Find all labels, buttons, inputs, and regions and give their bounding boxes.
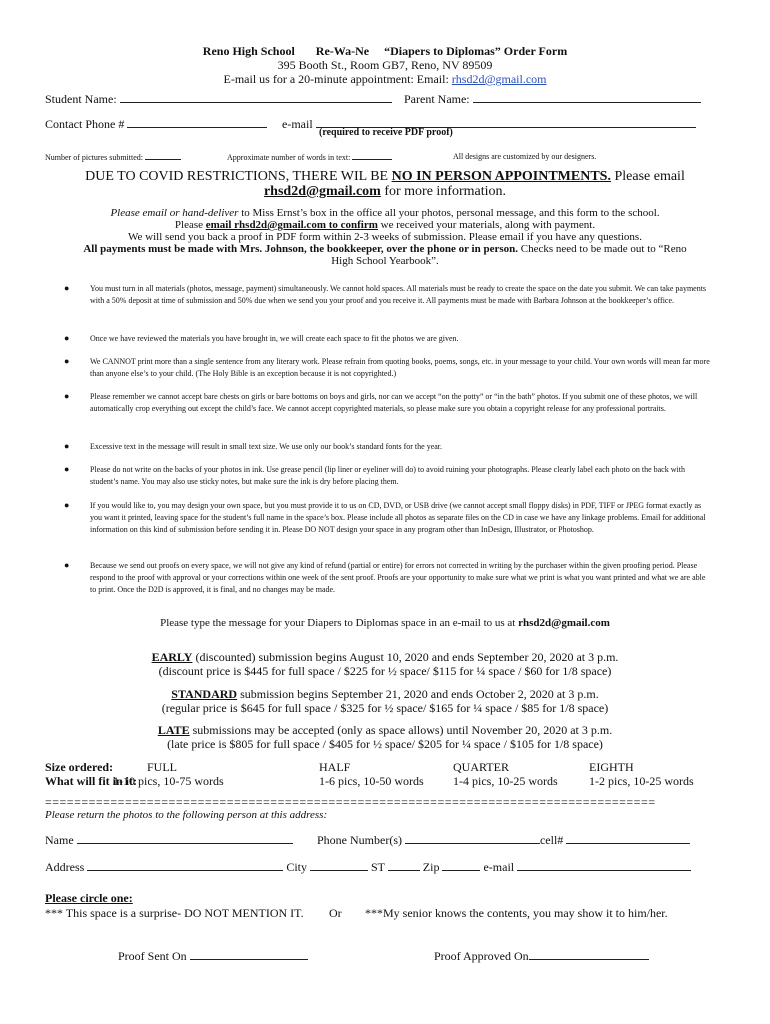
circle-heading: Please circle one:	[45, 891, 133, 905]
contact-phone-row	[45, 117, 267, 132]
designs-note: All designs are customized by our designers.	[453, 152, 597, 161]
return-st-field[interactable]	[388, 860, 420, 871]
message-email[interactable]: rhsd2d@gmail.com	[518, 617, 610, 629]
checks-note: Checks need to be made out to “Reno	[518, 243, 687, 255]
bullet-dot: ●	[64, 356, 70, 366]
fit-label: What will fit in it:	[45, 774, 137, 788]
return-address-field[interactable]	[87, 860, 283, 871]
contact-phone-label: Contact Phone #	[45, 117, 125, 131]
contact-email-label: e-mail	[282, 117, 313, 131]
size-eighth[interactable]: EIGHTH	[589, 760, 634, 774]
pictures-label: Number of pictures submitted:	[45, 153, 143, 162]
return-address-label: Address	[45, 860, 85, 874]
size-label: Size ordered:	[45, 760, 114, 774]
return-zip-label: Zip	[422, 860, 440, 874]
return-heading: Please return the photos to the following person at this address:	[45, 809, 328, 821]
parent-name-field[interactable]	[473, 92, 701, 103]
covid-text: DUE TO COVID RESTRICTIONS, THERE WIL BE	[85, 169, 392, 184]
standard-prices: (regular price is $645 for full space / $325 for ½ space/ $165 for ¼ space / $85 for 1/8 space)	[161, 701, 609, 715]
late-label: LATE	[157, 723, 190, 737]
proof-sent-label: Proof Sent On	[118, 949, 187, 963]
divider: ====================================================================================	[45, 795, 656, 809]
late-dates: submissions may be accepted (only as space allows) until November 20, 2020 at 3 p.m.	[189, 723, 613, 737]
parent-name-label: Parent Name:	[404, 92, 470, 106]
student-name-row	[45, 92, 392, 107]
return-email-label: e-mail	[483, 860, 515, 874]
bullet-dot: ●	[64, 333, 70, 343]
or-text: Or	[329, 906, 342, 920]
size-half[interactable]: HALF	[319, 760, 351, 774]
parent-name-row	[404, 92, 701, 107]
appointment-text: E-mail us for a 20-minute appointment: Email:	[223, 72, 452, 86]
late-prices: (late price is $805 for full space / $405 for ½ space/ $205 for ¼ space / $105 for 1/8 space)	[167, 737, 603, 751]
covid-info-text: for more information.	[380, 184, 507, 199]
message-instruction	[0, 617, 770, 629]
covid-emphasis: NO IN PERSON APPOINTMENTS.	[391, 169, 611, 184]
bullet-dot: ●	[64, 441, 70, 451]
proof-sent-row	[118, 949, 308, 964]
size-full[interactable]: FULL	[147, 760, 177, 774]
payment-note: All payments must be made with Mrs. Johnson, the bookkeeper, over the phone or in person.	[83, 243, 518, 255]
words-field[interactable]	[352, 152, 392, 160]
bullet-dot: ●	[64, 500, 70, 510]
bullet-dot: ●	[64, 283, 70, 293]
surprise-option[interactable]: *** This space is a surprise- DO NOT MENTION IT.	[45, 906, 304, 920]
standard-line-1	[0, 687, 770, 702]
return-phone-row	[317, 833, 690, 848]
early-prices: (discount price is $445 for full space / $225 for ½ space/ $115 for ¼ space / $60 for 1/8 space)	[158, 664, 612, 678]
bullet-dot: ●	[64, 560, 70, 570]
form-header-title	[0, 44, 770, 59]
standard-label: STANDARD	[171, 687, 238, 701]
instruction-line-1	[0, 207, 770, 219]
return-cell-label: cell#	[539, 833, 564, 847]
bullet-text: You must turn in all materials (photos, message, payment) simultaneously. We cannot hold spaces. All materials must be ready to create the space on the date you submit. We can take payments with a 50% deposit at time of submission and 50% due when we send you your proof and you receive it. All payments must be made with Barbara Johnson at the bookkeeper’s office.	[90, 284, 707, 305]
return-name-label: Name	[45, 833, 74, 847]
student-name-field[interactable]	[120, 92, 392, 103]
fit-half: 1-6 pics, 10-50 words	[319, 774, 424, 788]
instruction-post: we received your materials, along with payment.	[377, 219, 596, 231]
confirm-email[interactable]: email rhsd2d@gmail.com to confirm	[205, 219, 378, 231]
pictures-row	[45, 152, 181, 162]
return-name-field[interactable]	[77, 833, 293, 844]
return-city-label: City	[286, 860, 307, 874]
bullet-text: Because we send out proofs on every space, we will not give any kind of refund (partial or entire) for errors not corrected in writing by the purchaser within the given proofing period. Please respond to the proof with approval or your corrections within one week of the sent proof. Proofs are your opportunity to make sure what we print is what you want printed and what we are able to print. Once the D2D is approved, it is final, and no changes may be made.	[90, 561, 706, 594]
appointment-line	[0, 72, 770, 87]
knows-option[interactable]: ***My senior knows the contents, you may show it to him/her.	[365, 906, 668, 920]
return-st-label: ST	[371, 860, 385, 874]
bullet-dot: ●	[64, 391, 70, 401]
words-label: Approximate number of words in text:	[227, 153, 351, 162]
student-name-label: Student Name:	[45, 92, 117, 106]
instruction-pre: Please	[174, 219, 206, 231]
proof-sent-field[interactable]	[190, 949, 308, 960]
bullet-text: Once we have reviewed the materials you have brought in, we will create each space to fit the photos we are given.	[90, 334, 459, 343]
early-line-1	[0, 650, 770, 665]
instruction-line-4	[0, 243, 770, 255]
size-quarter[interactable]: QUARTER	[453, 760, 509, 774]
school-name: Reno High School	[202, 44, 295, 58]
message-text: Please type the message for your Diapers to Diplomas space in an e-mail to us at	[160, 617, 519, 629]
school-address: 395 Booth St., Room GB7, Reno, NV 89509	[277, 58, 493, 72]
email-required-note: (required to receive PDF proof)	[319, 127, 453, 138]
return-address-row	[45, 860, 691, 875]
form-title: “Diapers to Diplomas” Order Form	[384, 44, 568, 58]
early-label: EARLY	[151, 650, 193, 664]
covid-line-2	[0, 184, 770, 200]
bullet-text: We CANNOT print more than a single sentence from any literary work. Please refrain from quoting books, poems, songs, etc. in your message to your child. Your own words will mean far more than anyone else’s to your child. (The Holy Bible is an exception because it is not copyrighted.)	[90, 357, 710, 378]
instruction-rest: to Miss Ernst’s box in the office all your photos, personal message, and this form to the school.	[238, 207, 660, 219]
proof-approved-label: Proof Approved On	[434, 949, 529, 963]
return-cell-field[interactable]	[566, 833, 690, 844]
return-phone-label: Phone Number(s)	[317, 833, 402, 847]
instruction-line-3: We will send you back a proof in PDF form within 2-3 weeks of submission. Please email if you have any questions.	[128, 231, 642, 243]
fit-quarter: 1-4 pics, 10-25 words	[453, 774, 558, 788]
return-phone-field[interactable]	[405, 833, 540, 844]
return-city-field[interactable]	[310, 860, 368, 871]
bullet-dot: ●	[64, 464, 70, 474]
contact-phone-field[interactable]	[127, 117, 267, 128]
fit-eighth: 1-2 pics, 10-25 words	[589, 774, 694, 788]
words-row	[227, 152, 392, 162]
bullet-text: Please do not write on the backs of your photos in ink. Use grease pencil (lip liner or eyeliner will do) to avoid ruining your photographs. Please clearly label each photo on the back with student’s name. You may also use sticky notes, but make sure the ink is dry before placing them.	[90, 465, 685, 486]
return-name-row	[45, 833, 293, 848]
bullet-text: Excessive text in the message will result in small text size. We use only our book’s standard fonts for the year.	[90, 442, 443, 451]
early-dates: (discounted) submission begins August 10, 2020 and ends September 20, 2020 at 3 p.m.	[192, 650, 619, 664]
pictures-field[interactable]	[145, 152, 181, 160]
covid-text-post: Please email	[610, 169, 685, 184]
covid-email[interactable]: rhsd2d@gmail.com	[263, 184, 381, 199]
bullet-text: If you would like to, you may design your own space, but you must provide it to us on CD, DVD, or USB drive (we cannot accept small floppy disks) in PDF, TIFF or JPEG format exactly as you want it printed, leaving space for the student’s full name in the space’s box. Please include all photos as separate files on the CD in case we have any linkage problems. Email for additional information on this kind of submission before sending it in. Please DO NOT design your space in any program other than InDesign, Illustrator, or Photoshop.	[90, 501, 706, 534]
fit-full: 1-10 pics, 10-75 words	[113, 774, 224, 788]
return-email-field[interactable]	[517, 860, 691, 871]
standard-dates: submission begins September 21, 2020 and ends October 2, 2020 at 3 p.m.	[237, 687, 599, 701]
proof-approved-field[interactable]	[529, 949, 649, 960]
late-line-1	[0, 723, 770, 738]
return-zip-field[interactable]	[442, 860, 480, 871]
instruction-line-5: High School Yearbook”.	[331, 255, 439, 267]
rewane-name: Re-Wa-Ne	[315, 44, 370, 58]
bullet-text: Please remember we cannot accept bare chests on girls or bare bottoms on boys and girls, nor can we accept “on the potty” or “in the bath” photos. If you submit one of these photos, we will automatically crop everything out except the child’s face. We cannot accept copyrighted materials, so please make sure you obtain a copyright release for any professional portraits.	[90, 392, 698, 413]
proof-approved-row	[434, 949, 649, 964]
covid-line-1	[0, 169, 770, 185]
instruction-line-2	[0, 219, 770, 231]
instruction-italic: Please email or hand-deliver	[110, 207, 239, 219]
header-email-link[interactable]: rhsd2d@gmail.com	[451, 72, 547, 86]
